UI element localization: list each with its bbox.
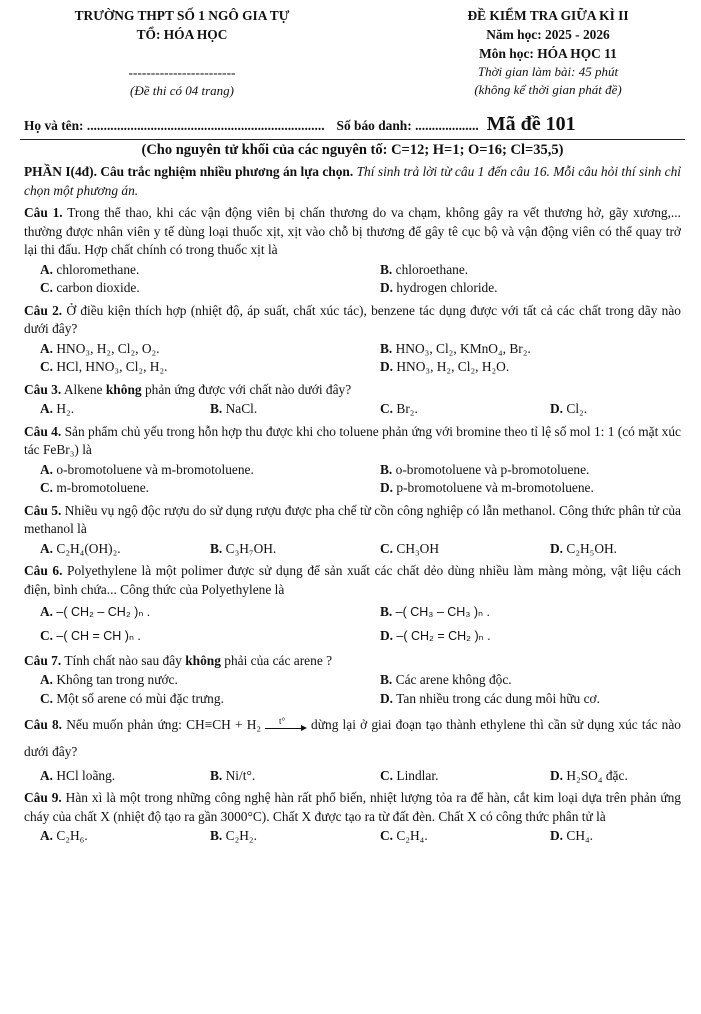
exam-header	[24, 6, 681, 100]
option-b: B. C₂H₂.	[210, 828, 257, 844]
option-b: B. Ni/t°.	[210, 767, 256, 783]
question-text: Hàn xì là một trong những công nghệ hàn rất phổ biến, nhiệt lượng tỏa ra để hàn, cắt kim loại dựa trên phản ứng cháy của chất X (nhiệt độ tạo ra gần 3000°C). Chất X được tạo ra từ đất đèn. Chất X có công thức phân tử là	[24, 790, 681, 824]
option-b: B. –( CH₃ – CH₃ )ₙ .	[380, 604, 490, 619]
department-name: TỔ: HÓA HỌC	[136, 27, 228, 42]
option-d: D. CH₄.	[550, 828, 594, 844]
candidate-id-label: Số báo danh: ...................	[336, 117, 479, 133]
option-c: C. CH₃OH	[380, 540, 440, 556]
option-d: D. Cl₂.	[550, 401, 588, 416]
option-a: A. C₂H₄(OH)₂.	[40, 540, 121, 556]
question-9-options	[24, 827, 681, 846]
question-number: Câu 5.	[24, 502, 62, 518]
question-5	[24, 502, 681, 539]
option-a: A. C₂H₆.	[40, 828, 88, 844]
atomic-masses-note: (Cho nguyên tử khối của các nguyên tố: C=12; H=1; O=16; Cl=35,5)	[141, 142, 564, 158]
option-a: A. –( CH₂ – CH₂ )ₙ .	[40, 604, 151, 619]
question-9	[24, 789, 681, 826]
option-d: D. HNO₃, H₂, Cl₂, H₂O.	[380, 359, 510, 374]
question-2-options	[24, 340, 681, 377]
question-text: Nếu muốn phản ứng: CH≡CH + H₂ t° dừng lại ở giai đoạn tạo thành ethylene thì cần sử dụng xúc tác nào dưới đây?	[24, 717, 681, 759]
option-d: D. hydrogen chloride.	[380, 280, 498, 295]
header-left	[52, 6, 312, 100]
question-6-options	[24, 600, 681, 648]
question-5-options	[24, 540, 681, 559]
part1-instruction: Thí sinh trả lời từ câu 1 đến câu 16. Mỗi câu hỏi thí sinh chỉ chọn một phương án.	[24, 164, 682, 198]
option-d: D. H₂SO₄ đặc.	[550, 767, 628, 783]
exam-code: Mã đề 101	[486, 113, 576, 135]
option-a: A. HNO₃, H₂, Cl₂, O₂.	[40, 340, 160, 356]
arrow-label: t°	[279, 716, 286, 727]
option-c: C. Một số arene có mùi đặc trưng.	[40, 690, 224, 706]
question-3	[24, 381, 681, 400]
header-right	[423, 6, 673, 100]
question-number: Câu 6.	[24, 563, 63, 578]
option-d: D. –( CH₂ = CH₂ )ₙ .	[380, 627, 491, 643]
question-text: Trong thể thao, khi các vận động viên bị chấn thương do va chạm, không gây ra vết thương hở, gãy xương,... thường được nhân viên y tế dùng loại thuốc xịt, xịt vào chỗ bị thương để gây tê cục bộ và vận động viên có thể quay trở lại thi đấu. Hợp chất chính có trong thuốc xịt là	[24, 205, 681, 257]
divider-dashes: ------------------------	[128, 65, 236, 80]
duration: Thời gian làm bài: 45 phút	[477, 64, 619, 79]
option-c: C. Lindlar.	[380, 767, 439, 783]
part1-heading	[24, 163, 681, 200]
name-field-label: Họ và tên: .......................................................................	[24, 117, 325, 133]
question-4	[24, 423, 681, 460]
option-c: C. carbon dioxide.	[40, 280, 140, 295]
question-text: Alkene không phản ứng được với chất nào dưới đây?	[63, 381, 352, 397]
question-7-options	[24, 671, 681, 708]
question-text: Nhiều vụ ngộ độc rượu do sử dụng rượu được pha chế từ cồn công nghiệp có lẫn methanol. Công thức phân tử của methanol là	[24, 502, 681, 536]
question-8	[24, 712, 681, 766]
question-1	[24, 204, 681, 260]
option-d: D. C₂H₅OH.	[550, 540, 618, 556]
option-d: D. p-bromotoluene và m-bromotoluene.	[380, 480, 594, 495]
question-6	[24, 562, 681, 599]
option-a: A. HCl loãng.	[40, 767, 116, 783]
option-a: A. o-bromotoluene và m-bromotoluene.	[40, 461, 254, 477]
question-2	[24, 302, 681, 339]
option-d: D. Tan nhiều trong các dung môi hữu cơ.	[380, 690, 600, 706]
question-1-options	[24, 261, 681, 298]
question-number: Câu 2.	[24, 302, 63, 318]
option-c: C. Br₂.	[380, 401, 418, 416]
question-4-options	[24, 461, 681, 498]
question-number: Câu 4.	[24, 423, 62, 439]
question-7	[24, 652, 681, 671]
option-b: B. NaCl.	[210, 401, 258, 416]
question-number: Câu 1.	[24, 205, 63, 220]
option-b: B. Các arene không độc.	[380, 672, 512, 688]
question-3-options	[24, 400, 681, 419]
duration-note: (không kể thời gian phát đề)	[474, 82, 622, 97]
option-a: A. H₂.	[40, 401, 75, 416]
option-b: B. o-bromotoluene và p-bromotoluene.	[380, 461, 590, 477]
option-b: B. chloroethane.	[380, 261, 469, 277]
candidate-row	[24, 113, 681, 135]
question-text: Sản phẩm chủ yếu trong hỗn hợp thu được khi cho toluene phản ứng với bromine theo tỉ lệ số mol 1: 1 (có mặt xúc tác FeBr₃) là	[24, 423, 681, 457]
option-c: C. C₂H₄.	[380, 828, 428, 844]
subject: Môn học: HÓA HỌC 11	[479, 46, 617, 61]
option-b: B. HNO₃, Cl₂, KMnO₄, Br₂.	[380, 340, 531, 356]
exam-title: ĐỀ KIỂM TRA GIỮA KÌ II	[467, 8, 629, 23]
school-year: Năm học: 2025 - 2026	[486, 27, 610, 42]
question-number: Câu 9.	[24, 790, 62, 806]
question-text: Ở điều kiện thích hợp (nhiệt độ, áp suất, chất xúc tác), benzene tác dụng được với tất cả các chất trong dãy nào dưới đây?	[24, 302, 681, 336]
question-text: Tính chất nào sau đây không phải của các arene ?	[64, 652, 333, 668]
option-b: B. C₃H₇OH.	[210, 540, 277, 556]
option-c: C. HCl, HNO₃, Cl₂, H₂.	[40, 359, 168, 374]
option-a: A. Không tan trong nước.	[40, 672, 178, 688]
question-number: Câu 3.	[24, 381, 62, 397]
part1-title: PHẦN I(4đ). Câu trắc nghiệm nhiều phương án lựa chọn.	[24, 164, 354, 179]
option-a: A. chloromethane.	[40, 261, 140, 277]
option-c: C. –( CH = CH )ₙ .	[40, 627, 141, 643]
pages-note: (Đề thi có 04 trang)	[130, 83, 234, 98]
question-number: Câu 8.	[24, 717, 63, 733]
option-c: C. m-bromotoluene.	[40, 480, 149, 495]
question-number: Câu 7.	[24, 652, 62, 668]
school-name: TRƯỜNG THPT SỐ 1 NGÔ GIA TỰ	[74, 8, 290, 23]
reaction-arrow-icon	[265, 716, 307, 731]
question-8-options	[24, 767, 681, 786]
question-text: Polyethylene là một polimer được sử dụng để sản xuất các chất dẻo dùng nhiều làm màng mỏng, vật liệu cách điện, bình chứa... Công thức của Polyethylene là	[24, 563, 681, 597]
